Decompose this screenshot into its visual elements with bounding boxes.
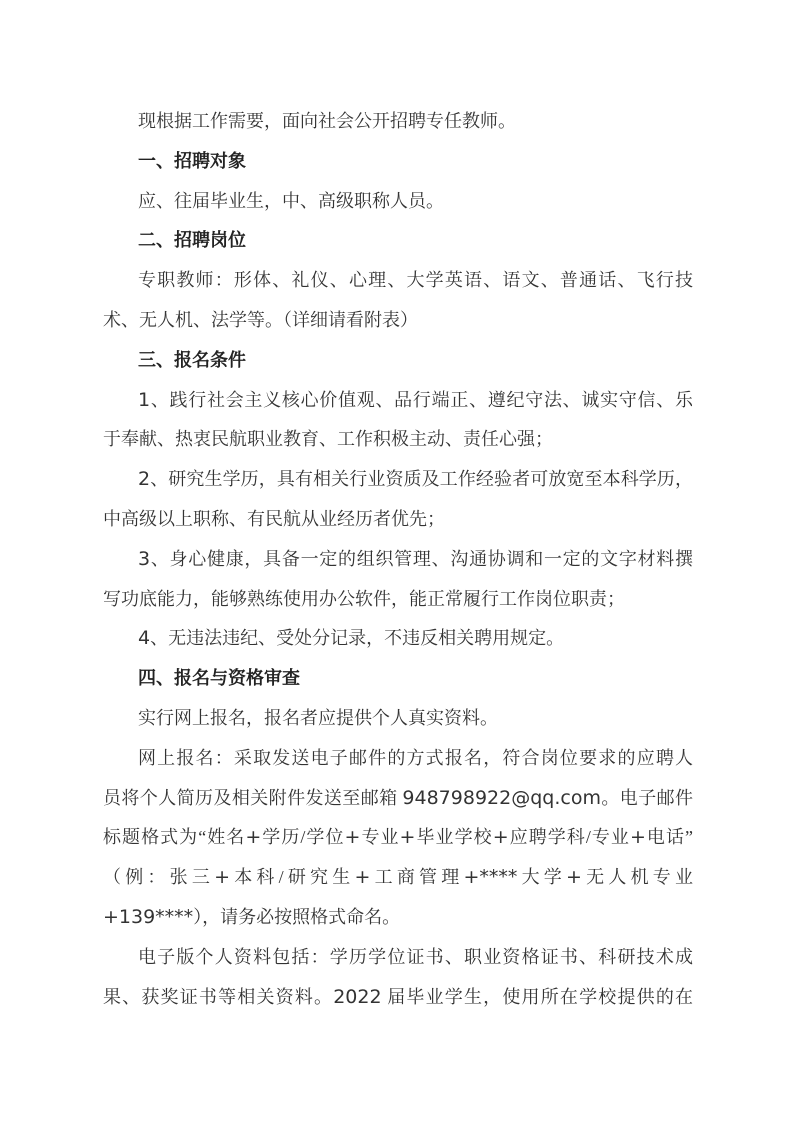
- heading-registration-review: [103, 659, 693, 699]
- cjk-text-segment: 本科/研究生: [229, 867, 355, 888]
- cjk-text-segment: 二、招聘岗位: [138, 230, 246, 251]
- cjk-text-segment: 一、招聘对象: [138, 150, 246, 171]
- para-positions-line2: [103, 301, 693, 341]
- latin-text-segment: 4: [138, 627, 151, 650]
- cjk-text-segment: 专业: [360, 827, 400, 848]
- cjk-text-segment: 中高级以上职称、有民航从业经历者优先；: [103, 508, 445, 529]
- latin-text-segment: +139****: [103, 905, 194, 928]
- cjk-text-segment: 网上报名：采取发送电子邮件的方式报名，符合岗位要求的应聘人: [138, 747, 693, 768]
- cjk-text-segment: ），请务必按照格式命名。: [193, 906, 401, 927]
- latin-text-segment: +: [629, 826, 646, 849]
- cjk-text-segment: 、无违法违纪、受处分记录，不违反相关聘用规定。: [150, 628, 565, 649]
- latin-text-segment: +: [214, 866, 230, 889]
- cjk-text-segment: 果、获奖证书等相关资料。: [103, 986, 334, 1007]
- para-email-line2: [103, 779, 693, 819]
- heading-recruitment-target: [103, 142, 693, 182]
- latin-text-segment: 2022: [333, 985, 382, 1008]
- para-email-line3: [103, 818, 693, 858]
- heading-positions: [103, 221, 693, 261]
- cjk-text-segment: 于奉献、热衷民航职业教育、工作积极主动、责任心强；: [103, 429, 553, 450]
- para-email-line1: [103, 739, 693, 779]
- cjk-text-segment: 无人机专业: [581, 867, 693, 888]
- latin-text-segment: 2: [138, 468, 151, 491]
- cjk-text-segment: 员将个人简历及相关附件发送至邮箱: [103, 787, 403, 808]
- cjk-text-segment: 届毕业学生，使用所在学校提供的在: [381, 986, 693, 1007]
- cjk-text-segment: 实行网上报名，报名者应提供个人真实资料。: [138, 707, 498, 728]
- latin-text-segment: 3: [138, 547, 151, 570]
- cjk-text-segment: 标题格式为“姓名: [103, 827, 246, 848]
- para-requirement2-line2: [103, 500, 693, 540]
- para-online-registration: [103, 699, 693, 739]
- cjk-text-segment: 现根据工作需要，面向社会公开招聘专任教师。: [138, 111, 516, 131]
- para-requirement3-line1: [103, 540, 693, 580]
- cjk-text-segment: 写功底能力，能够熟练使用办公软件，能正常履行工作岗位职责；: [103, 588, 625, 609]
- heading-requirements: [103, 341, 693, 381]
- cjk-text-segment: 电子版个人资料包括：学历学位证书、职业资格证书、科研技术成: [138, 946, 693, 967]
- cjk-text-segment: 毕业学校: [415, 827, 493, 848]
- cjk-text-segment: 四、报名与资格审查: [138, 668, 300, 689]
- latin-text-segment: +: [492, 826, 509, 849]
- cjk-text-segment: 应、往届毕业生，中、高级职称人员。: [138, 190, 444, 211]
- cjk-text-segment: 大学: [517, 867, 567, 888]
- para-intro: [103, 102, 693, 142]
- latin-text-segment: +: [354, 866, 371, 889]
- latin-text-segment: 1: [138, 388, 151, 411]
- cjk-text-segment: 学历/学位: [261, 827, 345, 848]
- para-positions-line1: [103, 261, 693, 301]
- cjk-text-segment: 应聘学科/专业: [508, 827, 630, 848]
- para-requirement1-line2: [103, 420, 693, 460]
- para-target: [103, 182, 693, 222]
- document-body: [103, 102, 693, 1017]
- latin-text-segment: +: [344, 826, 361, 849]
- cjk-text-segment: 、身心健康，具备一定的组织管理、沟通协调和一定的文字材料撰: [150, 548, 693, 569]
- cjk-text-segment: 专职教师：形体、礼仪、心理、大学英语、语文、普通话、飞行技: [138, 270, 693, 291]
- cjk-text-segment: 三、报名条件: [138, 349, 246, 370]
- para-materials-line1: [103, 938, 693, 978]
- latin-text-segment: +: [245, 826, 262, 849]
- para-requirement1-line1: [103, 381, 693, 421]
- para-email-line4: [103, 858, 693, 898]
- cjk-text-segment: 。电子邮件: [600, 787, 694, 808]
- cjk-text-segment: 电话”: [645, 827, 693, 848]
- latin-text-segment: 948798922@qq.com: [402, 786, 601, 809]
- latin-text-segment: +: [399, 826, 416, 849]
- cjk-text-segment: 工商管理: [370, 867, 464, 888]
- cjk-text-segment: （例：张三: [103, 867, 215, 888]
- para-email-line5: [103, 898, 693, 938]
- para-materials-line2: [103, 978, 693, 1018]
- cjk-text-segment: 、践行社会主义核心价值观、品行端正、遵纪守法、诚实守信、乐: [150, 389, 693, 410]
- cjk-text-segment: 术、无人机、法学等。（详细请看附表）: [103, 309, 418, 330]
- latin-text-segment: +: [566, 866, 582, 889]
- cjk-text-segment: 、研究生学历，具有相关行业资质及工作经验者可放宽至本科学历，: [150, 469, 693, 490]
- para-requirement2-line1: [103, 460, 693, 500]
- para-requirement4: [103, 619, 693, 659]
- para-requirement3-line2: [103, 580, 693, 620]
- latin-text-segment: +****: [463, 866, 518, 889]
